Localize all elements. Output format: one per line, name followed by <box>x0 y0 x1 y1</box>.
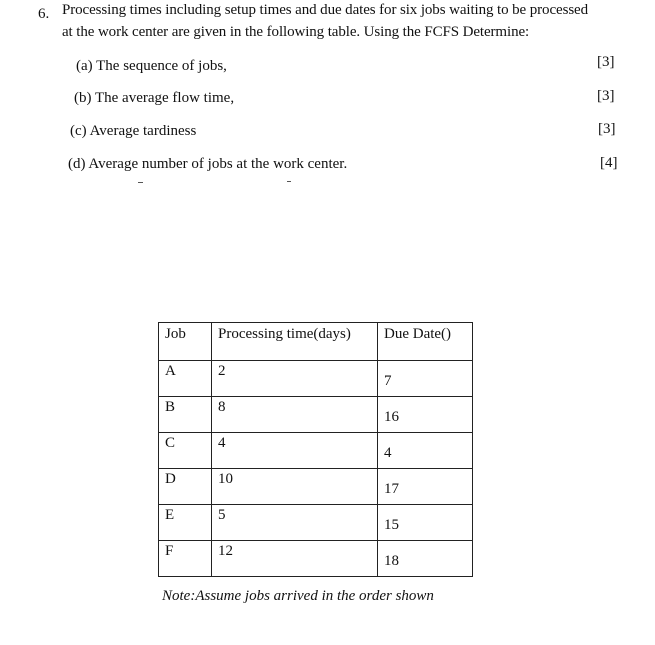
cell-due: 18 <box>378 541 473 577</box>
cell-processing: 12 <box>212 541 378 577</box>
table-row <box>159 541 473 577</box>
question-number: 6. <box>38 6 50 22</box>
cell-job: C <box>159 433 212 469</box>
cell-job: F <box>159 541 212 577</box>
table-row <box>159 361 473 397</box>
part-c-label: (c) Average tardiness <box>70 123 197 139</box>
question-text <box>62 0 632 42</box>
header-job: Job <box>159 323 212 361</box>
cell-job: E <box>159 505 212 541</box>
cell-job: B <box>159 397 212 433</box>
part-d-label: (d) Average number of jobs at the work center. <box>68 156 348 172</box>
part-c-marks: [3] <box>598 121 616 137</box>
cell-due: 15 <box>378 505 473 541</box>
cell-due: 17 <box>378 469 473 505</box>
header-processing-time: Processing time(days) <box>212 323 378 361</box>
table-row <box>159 397 473 433</box>
cell-processing: 10 <box>212 469 378 505</box>
table-row <box>159 505 473 541</box>
question-line-2: at the work center are given in the following table. Using the FCFS Determine: <box>62 24 530 40</box>
part-a-label: (a) The sequence of jobs, <box>76 58 227 74</box>
cell-job: D <box>159 469 212 505</box>
part-d-marks: [4] <box>600 155 618 171</box>
table-row <box>159 433 473 469</box>
cell-job: A <box>159 361 212 397</box>
question-line-1: Processing times including setup times and due dates for six jobs waiting to be processed <box>62 2 589 18</box>
cell-processing: 4 <box>212 433 378 469</box>
table-note: Note:Assume jobs arrived in the order shown <box>162 588 434 604</box>
part-b-label: (b) The average flow time, <box>74 90 235 106</box>
cell-processing: 2 <box>212 361 378 397</box>
cell-due: 4 <box>378 433 473 469</box>
cell-processing: 8 <box>212 397 378 433</box>
cell-due: 7 <box>378 361 473 397</box>
table-header-row <box>159 323 473 361</box>
scan-mark <box>287 181 291 182</box>
scan-mark <box>138 182 143 183</box>
part-a-marks: [3] <box>597 54 615 70</box>
part-b-marks: [3] <box>597 88 615 104</box>
jobs-table <box>158 322 473 577</box>
header-due-date: Due Date() <box>378 323 473 361</box>
cell-processing: 5 <box>212 505 378 541</box>
cell-due: 16 <box>378 397 473 433</box>
table-row <box>159 469 473 505</box>
